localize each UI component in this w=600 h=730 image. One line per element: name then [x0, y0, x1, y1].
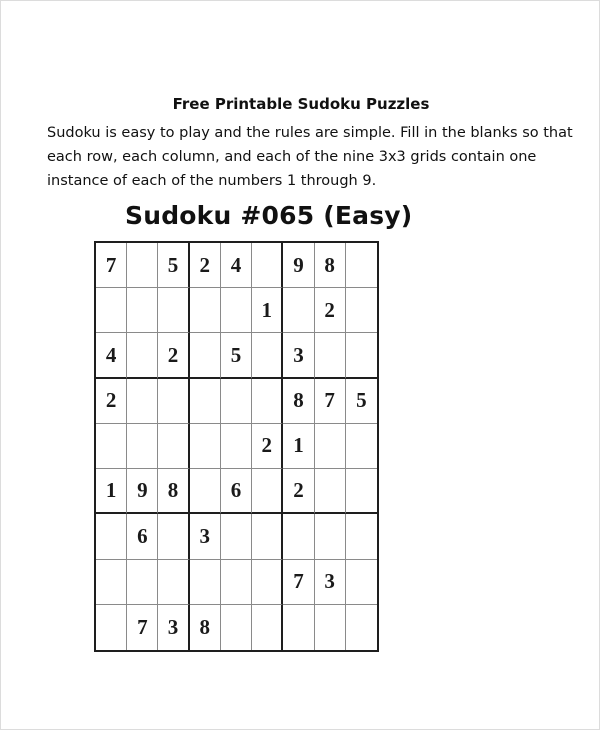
- sudoku-cell-r8-c8: 3: [315, 560, 346, 605]
- sudoku-cell-r8-c9: [346, 560, 377, 605]
- puzzle-title: Sudoku #065 (Easy): [125, 201, 413, 230]
- sudoku-cell-r5-c1: [96, 424, 127, 469]
- sudoku-cell-r1-c6: [252, 243, 283, 288]
- sudoku-cell-r4-c5: [221, 379, 252, 424]
- sudoku-cell-r5-c2: [127, 424, 158, 469]
- sudoku-cell-r8-c1: [96, 560, 127, 605]
- sudoku-cell-r3-c5: 5: [221, 333, 252, 378]
- sudoku-cell-r7-c8: [315, 514, 346, 559]
- sudoku-cell-r2-c5: [221, 288, 252, 333]
- sudoku-cell-r3-c1: 4: [96, 333, 127, 378]
- sudoku-cell-r3-c2: [127, 333, 158, 378]
- sudoku-cell-r3-c9: [346, 333, 377, 378]
- sudoku-cell-r4-c6: [252, 379, 283, 424]
- sudoku-cell-r6-c7: 2: [283, 469, 314, 514]
- sudoku-cell-r8-c2: [127, 560, 158, 605]
- sudoku-cell-r1-c1: 7: [96, 243, 127, 288]
- sudoku-cell-r9-c2: 7: [127, 605, 158, 650]
- sudoku-cell-r2-c2: [127, 288, 158, 333]
- sudoku-cell-r2-c4: [190, 288, 221, 333]
- sudoku-cell-r6-c2: 9: [127, 469, 158, 514]
- sudoku-cell-r8-c4: [190, 560, 221, 605]
- instructions-paragraph: Sudoku is easy to play and the rules are simple. Fill in the blanks so that each row, each column, and each of the nine 3x3 grids contain one instance of each of the numbers 1 through 9.: [47, 125, 573, 189]
- sudoku-cell-r1-c3: 5: [158, 243, 189, 288]
- sudoku-cell-r6-c8: [315, 469, 346, 514]
- sudoku-cell-r4-c2: [127, 379, 158, 424]
- sudoku-cell-r5-c5: [221, 424, 252, 469]
- sudoku-cell-r8-c3: [158, 560, 189, 605]
- sudoku-cell-r2-c1: [96, 288, 127, 333]
- sudoku-cell-r5-c7: 1: [283, 424, 314, 469]
- sudoku-cell-r9-c3: 3: [158, 605, 189, 650]
- sudoku-cell-r5-c8: [315, 424, 346, 469]
- sudoku-cell-r9-c8: [315, 605, 346, 650]
- sudoku-cell-r1-c8: 8: [315, 243, 346, 288]
- sudoku-cell-r7-c6: [252, 514, 283, 559]
- sudoku-cell-r4-c7: 8: [283, 379, 314, 424]
- sudoku-cell-r3-c4: [190, 333, 221, 378]
- sudoku-cell-r7-c3: [158, 514, 189, 559]
- sudoku-cell-r9-c7: [283, 605, 314, 650]
- sudoku-cell-r8-c6: [252, 560, 283, 605]
- sudoku-cell-r4-c9: 5: [346, 379, 377, 424]
- sudoku-cell-r4-c4: [190, 379, 221, 424]
- sudoku-cell-r3-c8: [315, 333, 346, 378]
- sudoku-cell-r7-c1: [96, 514, 127, 559]
- sudoku-cell-r5-c9: [346, 424, 377, 469]
- page-heading: Free Printable Sudoku Puzzles: [172, 95, 430, 113]
- sudoku-cell-r3-c7: 3: [283, 333, 314, 378]
- sudoku-cell-r2-c3: [158, 288, 189, 333]
- sudoku-cell-r8-c7: 7: [283, 560, 314, 605]
- sudoku-cell-r9-c6: [252, 605, 283, 650]
- sudoku-cell-r9-c5: [221, 605, 252, 650]
- sudoku-cell-r7-c9: [346, 514, 377, 559]
- sudoku-cell-r2-c6: 1: [252, 288, 283, 333]
- sudoku-cell-r5-c3: [158, 424, 189, 469]
- sudoku-cell-r9-c4: 8: [190, 605, 221, 650]
- sudoku-cell-r2-c9: [346, 288, 377, 333]
- sudoku-cell-r9-c9: [346, 605, 377, 650]
- sudoku-cell-r4-c3: [158, 379, 189, 424]
- sudoku-cell-r7-c2: 6: [127, 514, 158, 559]
- sudoku-cell-r3-c3: 2: [158, 333, 189, 378]
- sudoku-cell-r6-c1: 1: [96, 469, 127, 514]
- sudoku-cell-r1-c5: 4: [221, 243, 252, 288]
- sudoku-cell-r6-c5: 6: [221, 469, 252, 514]
- sudoku-cell-r5-c6: 2: [252, 424, 283, 469]
- sudoku-cell-r6-c4: [190, 469, 221, 514]
- sudoku-cell-r7-c7: [283, 514, 314, 559]
- sudoku-cell-r1-c7: 9: [283, 243, 314, 288]
- sudoku-cell-r1-c4: 2: [190, 243, 221, 288]
- sudoku-cell-r7-c5: [221, 514, 252, 559]
- sudoku-cell-r4-c8: 7: [315, 379, 346, 424]
- sudoku-cell-r5-c4: [190, 424, 221, 469]
- sudoku-grid: [94, 241, 379, 652]
- sudoku-cell-r6-c9: [346, 469, 377, 514]
- sudoku-cell-r1-c9: [346, 243, 377, 288]
- sudoku-cell-r6-c6: [252, 469, 283, 514]
- sudoku-cell-r7-c4: 3: [190, 514, 221, 559]
- sudoku-cell-r1-c2: [127, 243, 158, 288]
- sudoku-cell-r2-c7: [283, 288, 314, 333]
- sudoku-cell-r4-c1: 2: [96, 379, 127, 424]
- sudoku-cell-r2-c8: 2: [315, 288, 346, 333]
- sudoku-cell-r8-c5: [221, 560, 252, 605]
- sudoku-cell-r3-c6: [252, 333, 283, 378]
- sudoku-cell-r9-c1: [96, 605, 127, 650]
- sudoku-cell-r6-c3: 8: [158, 469, 189, 514]
